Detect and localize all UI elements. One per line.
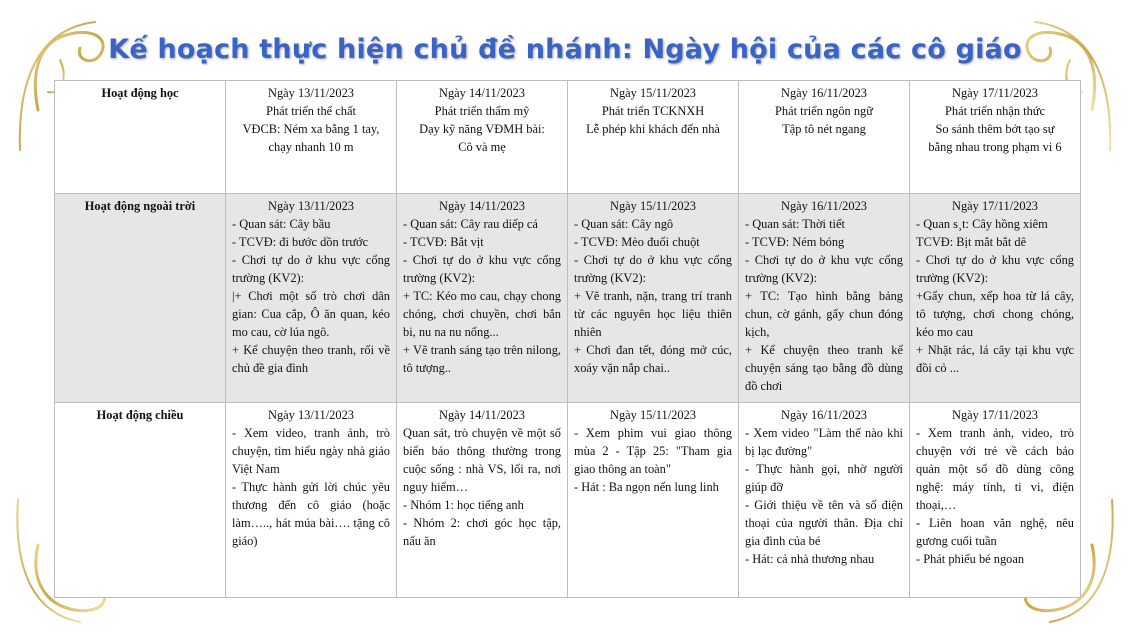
activity-line: - Chơi tự do ở khu vực cổng trường (KV2):	[916, 252, 1074, 285]
row-hoat-dong-ngoai-troi	[55, 194, 1081, 403]
activity-line: - Chơi tự do ở khu vực cổng trường (KV2):	[574, 252, 732, 285]
day-cell	[397, 403, 568, 598]
activity-line: - TCVĐ: đi bước dồn trước	[232, 234, 369, 249]
day-date: Ngày 17/11/2023	[952, 408, 1038, 422]
day-cell	[910, 81, 1081, 194]
day-date: Ngày 15/11/2023	[610, 199, 696, 213]
activity-line: - Chơi tự do ở khu vực cổng trường (KV2):	[745, 252, 903, 285]
day-cell	[910, 403, 1081, 598]
activity-line: - TCVĐ: Mèo đuổi chuột	[574, 234, 700, 249]
row-hoat-dong-chieu	[55, 403, 1081, 598]
activity-line: - Quan sát: Thời tiết	[745, 216, 845, 231]
activity-line: - Chơi tự do ở khu vực cổng trường (KV2):	[403, 252, 561, 285]
activity-line: VĐCB: Ném xa bằng 1 tay,	[242, 121, 380, 136]
day-cell	[568, 194, 739, 403]
activity-line: Phát triển nhận thức	[945, 103, 1045, 118]
day-date: Ngày 15/11/2023	[610, 408, 696, 422]
activity-line: Phát triển thẩm mỹ	[434, 103, 530, 118]
day-date: Ngày 13/11/2023	[268, 199, 354, 213]
row-header: Hoạt động chiều	[55, 403, 226, 598]
day-cell	[739, 403, 910, 598]
day-date: Ngày 16/11/2023	[781, 86, 867, 100]
day-cell	[226, 81, 397, 194]
activity-line: - Hát : Ba ngọn nến lung linh	[574, 479, 719, 494]
activity-line: - Hát: cả nhà thương nhau	[745, 551, 875, 566]
day-date: Ngày 14/11/2023	[439, 408, 525, 422]
activity-line: - Phát phiếu bé ngoan	[916, 551, 1025, 566]
activity-line: Phát triển thể chất	[266, 103, 356, 118]
day-date: Ngày 15/11/2023	[610, 86, 696, 100]
activity-line: - Quan sát: Cây bầu	[232, 216, 331, 231]
activity-line: - Nhóm 2: chơi góc học tập, nấu ăn	[403, 515, 561, 548]
activity-line: |+ Chơi một số trò chơi dân gian: Cua cắp, Ô ăn quan, kéo mo cau, cờ lúa ngô.	[232, 288, 390, 339]
activity-line: + Kể chuyện theo tranh kể chuyện sáng tạo bằng đồ dùng đồ chơi	[745, 342, 903, 393]
day-date: Ngày 14/11/2023	[439, 199, 525, 213]
activity-line: + Nhặt rác, lá cây tại khu vực đồi cỏ ...	[916, 342, 1074, 375]
activity-line: - Thực hành gọi, nhờ người giúp đỡ	[745, 461, 903, 494]
activity-line: - Quan sát: Cây ngô	[574, 216, 674, 231]
activity-line: - Nhóm 1: học tiếng anh	[403, 497, 524, 512]
activity-line: Lễ phép khi khách đến nhà	[586, 121, 720, 136]
activity-line: - Giới thiệu về tên và số điện thoại của người thân. Địa chỉ gia đình của bé	[745, 497, 903, 548]
activity-line: +Gẩy chun, xếp hoa từ lá cây, tô tượng, chơi chong chóng, kéo mo cau	[916, 288, 1074, 339]
row-header: Hoạt động học	[55, 81, 226, 194]
day-cell	[226, 194, 397, 403]
activity-line: bằng nhau trong phạm vi 6	[928, 139, 1062, 154]
weekly-plan-table	[54, 80, 1081, 598]
activity-line: - Thực hành gửi lời chúc yêu thương đến cô giáo (hoặc làm….., hát múa bài…. tặng cô giáo)	[232, 479, 390, 548]
day-cell	[397, 81, 568, 194]
day-date: Ngày 16/11/2023	[781, 408, 867, 422]
activity-line: - Liên hoan văn nghệ, nêu gương cuối tuần	[916, 515, 1074, 548]
day-cell	[739, 194, 910, 403]
day-date: Ngày 17/11/2023	[952, 199, 1038, 213]
day-date: Ngày 13/11/2023	[268, 86, 354, 100]
day-cell	[910, 194, 1081, 403]
activity-line: - Chơi tự do ở khu vực cổng trường (KV2):	[232, 252, 390, 285]
activity-line: So sánh thêm bớt tạo sự	[935, 121, 1055, 136]
page-title: Kế hoạch thực hiện chủ đề nhánh: Ngày hội của các cô giáo	[108, 34, 1022, 65]
activity-line: + TC: Tạo hình bằng bảng chun, cờ gánh, gẩy chun đóng kịch,	[745, 288, 903, 339]
day-cell	[397, 194, 568, 403]
activity-line: TCVĐ: Bịt mắt bắt dê	[916, 234, 1027, 249]
activity-line: - Quan sát: Cây rau diếp cá	[403, 216, 538, 231]
day-date: Ngày 17/11/2023	[952, 86, 1038, 100]
activity-line: + TC: Kéo mo cau, chạy chong chóng, chơi chuyền, chơi bắn bi, nu na nu nống...	[403, 288, 561, 339]
activity-line: + Chơi đan tết, đóng mở cúc, xoáy vặn nắp chai..	[574, 342, 732, 375]
day-cell	[568, 403, 739, 598]
activity-line: - Quan s¸t: Cây hồng xiêm	[916, 216, 1048, 231]
day-date: Ngày 14/11/2023	[439, 86, 525, 100]
activity-line: + Vẽ tranh, nặn, trang trí tranh từ các nguyên học liệu thiên nhiên	[574, 288, 732, 339]
activity-line: + Kể chuyện theo tranh, rối về chủ đề gia đình	[232, 342, 390, 375]
row-hoat-dong-hoc	[55, 81, 1081, 194]
day-cell	[226, 403, 397, 598]
activity-line: - Xem phim vui giao thông mùa 2 - Tập 25: "Tham gia giao thông an toàn"	[574, 425, 732, 476]
activity-line: Phát triển TCKNXH	[601, 103, 705, 118]
activity-line: chạy nhanh 10 m	[268, 139, 354, 154]
activity-line: Phát triển ngôn ngữ	[775, 103, 873, 118]
day-cell	[739, 81, 910, 194]
day-cell	[568, 81, 739, 194]
activity-line: Dạy kỹ năng VĐMH bài:	[419, 121, 545, 136]
activity-line: Tập tô nét ngang	[782, 121, 866, 136]
activity-line: - TCVĐ: Bắt vịt	[403, 234, 484, 249]
day-date: Ngày 16/11/2023	[781, 199, 867, 213]
activity-line: - Xem video "Làm thế nào khi bị lạc đường"	[745, 425, 903, 458]
activity-line: + Vẽ tranh sáng tạo trên nilong, tô tượng..	[403, 342, 561, 375]
activity-line: - Xem video, tranh ảnh, trò chuyện, tìm hiểu ngày nhà giáo Việt Nam	[232, 425, 390, 476]
row-header: Hoạt động ngoài trời	[55, 194, 226, 403]
activity-line: Cô và mẹ	[458, 139, 506, 154]
activity-line: Quan sát, trò chuyện về một số biển báo thông thường trong cuộc sống : nhà VS, lối ra, nơi nguy hiểm…	[403, 425, 561, 494]
activity-line: - Xem tranh ảnh, video, trò chuyện với trẻ về cách bảo quản một số đồ dùng công nghệ: máy tính, ti vi, điện thoại,…	[916, 425, 1074, 512]
day-date: Ngày 13/11/2023	[268, 408, 354, 422]
activity-line: - TCVĐ: Ném bóng	[745, 234, 845, 249]
